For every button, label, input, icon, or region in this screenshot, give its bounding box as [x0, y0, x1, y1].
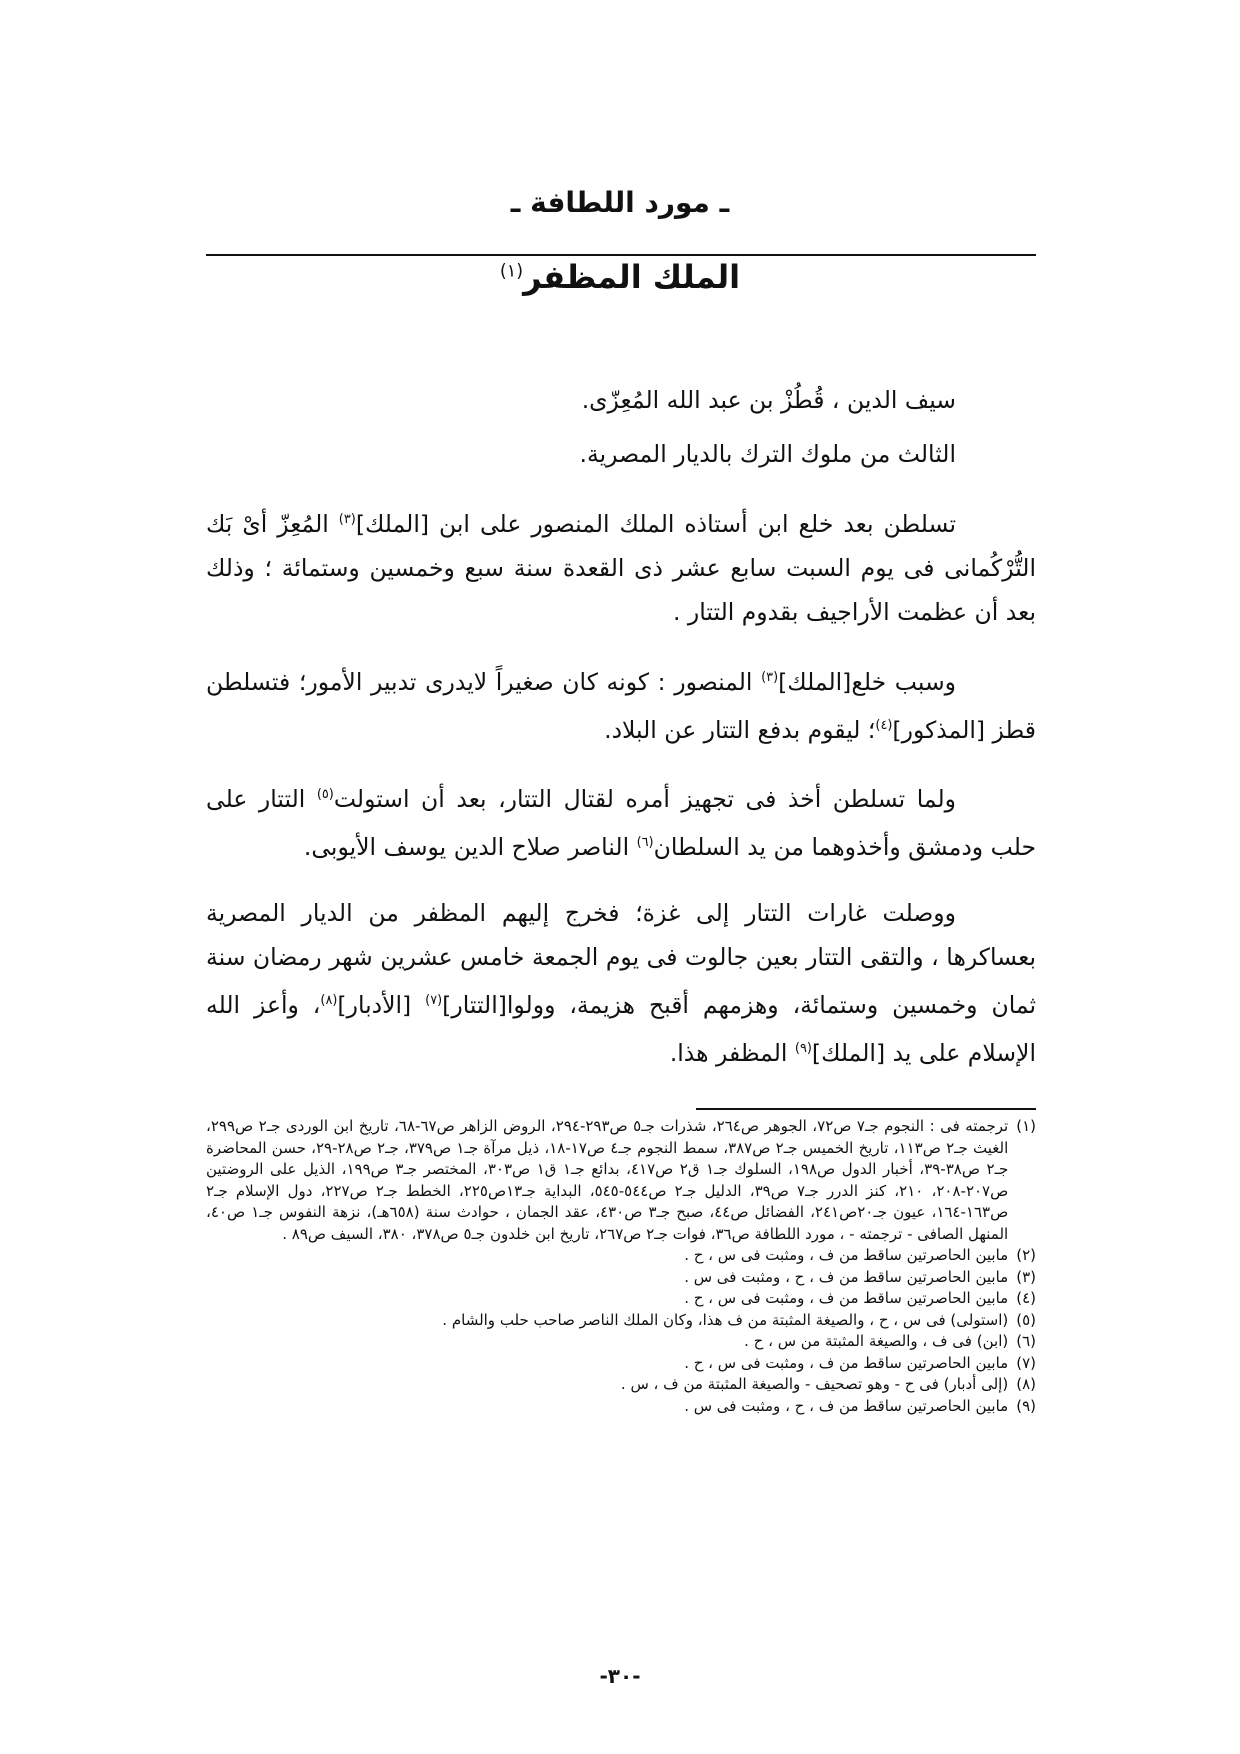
paragraph-3-text-b: المُعِزّ أىْ بَك التُّرْكُمانى فى يوم السبت سابع عشر ذى القعدة سنة سبع وخمسين وستمائة ؛ وذلك بعد أن عظمت الأراجيف بقدوم التتار .: [206, 509, 1036, 626]
paragraph-4: [206, 656, 1036, 752]
footnote-text: مابين الحاصرتين ساقط من ف ، ح ، ومثبت فى س .: [684, 1267, 1009, 1286]
footnote-text: مابين الحاصرتين ساقط من ف ، ومثبت فى س ، ح .: [684, 1246, 1009, 1264]
chapter-title: [0, 258, 1240, 296]
footnote-ref: (٥): [316, 787, 334, 803]
footnote-ref: (٩): [794, 1040, 812, 1056]
footnote-item: [206, 1396, 1036, 1418]
footnote-ref: (٨): [320, 993, 338, 1009]
paragraph-5: [206, 773, 1036, 869]
footnote-number: (٣): [1016, 1267, 1036, 1286]
footnote-text: (إلى أدبار) فى ح - وهو تصحيف - والصيغة المثبتة من ف ، س .: [620, 1375, 1009, 1393]
footnote-item: [206, 1353, 1036, 1375]
footnote-text: مابين الحاصرتين ساقط من ف ، ومثبت فى س ، ح .: [684, 1289, 1009, 1307]
footnote-text: (ابن) فى ف ، والصيغة المثبتة من س ، ح .: [744, 1332, 1009, 1350]
chapter-title-note: (١): [499, 261, 524, 282]
paragraph-2: الثالث من ملوك الترك بالديار المصرية.: [579, 440, 956, 468]
running-header: ـ مورد اللطافة ـ: [510, 186, 730, 219]
footnote-item: [206, 1374, 1036, 1396]
footnote-number: (٦): [1016, 1332, 1036, 1350]
footnote-item: [206, 1116, 1036, 1245]
footnote-number: (٤): [1016, 1289, 1036, 1307]
footnote-text: (استولى) فى س ، ح ، والصيغة المثبتة من ف هذا، وكان الملك الناصر صاحب حلب والشام .: [442, 1310, 1009, 1329]
footnote-number: (١): [1016, 1117, 1036, 1135]
footnote-ref: (٣): [338, 512, 356, 527]
paragraph-5-text-a: ولما تسلطن أخذ فى تجهيز أمره لقتال التتار، بعد أن استولت: [333, 785, 956, 814]
paragraph-4-text-c: ؛ ليقوم بدفع التتار عن البلاد.: [604, 715, 876, 744]
paragraph-5-text-b: التتار على حلب ودمشق وأخذوهما من يد السلطان: [206, 785, 1036, 862]
paragraph-6-text-b: [الأدبار]: [337, 990, 426, 1019]
footnote-text: ترجمته فى : النجوم جـ٧ ص٧٢، الجوهر ص٢٦٤، شذرات جـ٥ ص٢٩٣-٢٩٤، الروض الزاهر ص٦٧-٦٨، تاريخ ابن الوردى جـ٢ ص٢٩٩، الغيث جـ٢ ص١١٣، تاريخ الخميس جـ٢ ص٣٨٧، سمط النجوم جـ٤ ص١٧-١٨، ذيل مرآة جـ١ ص٣٧٩، جـ٢ ص٢٨-٢٩، حسن المحاضرة جـ٢ ص٣٨-٣٩، أخبار الدول ص١٩٨، السلوك جـ١ ق٢ ص٤١٧، بدائع جـ١ ق١ ص٣٠٣، المختصر جـ٣ ص١٩٩، الذيل على الروضتين ص٢٠٧-٢٠٨، ٢١٠، كنز الدرر جـ٧ ص٣٩، الدليل جـ٢ ص٥٤٤-٥٤٥، البداية جـ١٣ص٢٢٥، الخطط جـ٢ ص٢٢٧، دول الإسلام جـ٢ ص١٦٣-١٦٤، عيون جـ٢٠ص٢٤١، الفضائل ص٤٤، صبح جـ٣ ص٤٣٠، عقد الجمان ، حوادث سنة (٦٥٨هـ)، نزهة النفوس جـ١ ص٤٠، المنهل الصافى - ترجمته - ، مورد اللطافة ص٣٦، فوات جـ٢ ص٢٦٧، تاريخ ابن خلدون جـ٥ ص٣٧٨، ٣٨٠، السيف ص٨٩ .: [206, 1117, 1009, 1243]
paragraph-1: سيف الدين ، قُطُزْ بن عبد الله المُعِزّى.: [581, 386, 956, 414]
page-number: -٣٠-: [599, 1664, 641, 1688]
paragraph-6-text-a: ووصلت غارات التتار إلى غزة؛ فخرج إليهم المظفر من الديار المصرية بعساكرها ، والتقى التتار بعين جالوت فى يوم الجمعة خامس عشرين شهر رمضان سنة ثمان وخمسين وستمائة، وهزمهم أقبح هزيمة، وولوا[التتار]: [206, 899, 1036, 1019]
paragraph-4-text-b: المنصور : كونه كان صغيراً لايدرى تدبير الأمور؛ فتسلطن قطز [المذكور]: [206, 667, 1036, 744]
paragraph-3-text-a: تسلطن بعد خلع ابن أستاذه الملك المنصور على ابن [الملك]: [355, 509, 956, 538]
footnote-text: مابين الحاصرتين ساقط من ف ، ومثبت فى س ، ح .: [684, 1353, 1009, 1372]
footnote-number: (٢): [1016, 1246, 1036, 1264]
footnote-ref: (٣): [761, 669, 779, 685]
paragraph-3: [206, 498, 1036, 634]
body-text: [206, 378, 1036, 1097]
paragraph-6-text-d: المظفر هذا.: [669, 1038, 795, 1067]
footnote-item: [206, 1267, 1036, 1289]
footnote-number: (٧): [1016, 1353, 1036, 1372]
paragraph-6: [206, 891, 1036, 1075]
footnote-number: (٥): [1016, 1310, 1036, 1329]
footnote-ref: (٧): [425, 993, 443, 1009]
footnote-ref: (٤): [875, 717, 893, 733]
paragraph-5-text-c: الناصر صلاح الدين يوسف الأيوبى.: [303, 833, 637, 862]
paragraph-4-text-a: وسبب خلع[الملك]: [778, 667, 957, 696]
footnote-item: [206, 1310, 1036, 1332]
paragraph-6-text-c: ، وأعز الله الإسلام على يد [الملك]: [206, 990, 1036, 1067]
footnote-item: [206, 1245, 1036, 1267]
footnote-ref: (٦): [636, 835, 654, 851]
footnote-number: (٨): [1016, 1375, 1036, 1393]
footnote-number: (٩): [1016, 1396, 1036, 1415]
footnote-item: [206, 1288, 1036, 1310]
footnote-text: مابين الحاصرتين ساقط من ف ، ح ، ومثبت فى س .: [684, 1396, 1009, 1415]
footnotes: [206, 1116, 1036, 1417]
footnote-rule: [696, 1108, 1036, 1110]
header-rule: [206, 254, 1036, 256]
chapter-title-text: الملك المظفر: [523, 258, 741, 296]
footnote-item: [206, 1331, 1036, 1353]
